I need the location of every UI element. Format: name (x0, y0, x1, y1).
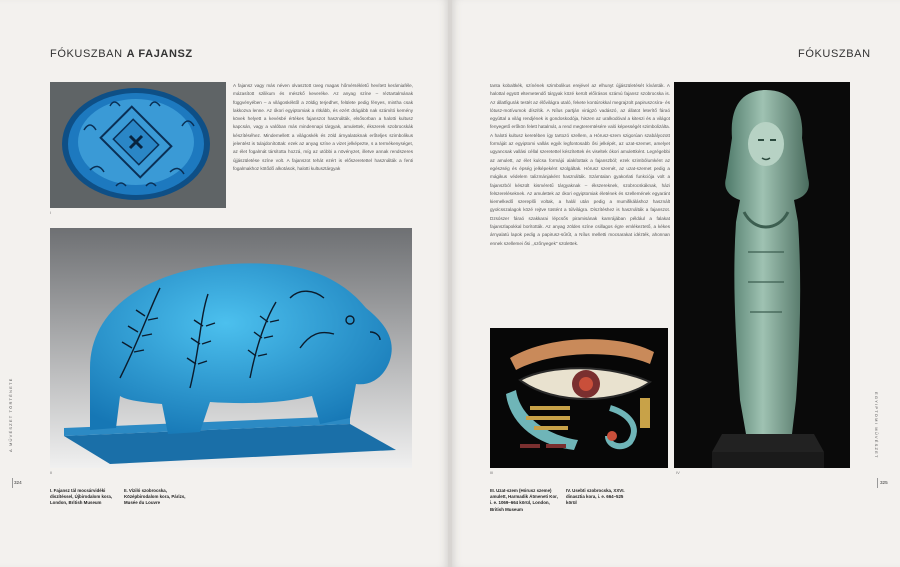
right-column-paragraph: tanta kobaltkék, színének szimbolikus erejével az elhunyt újjászületését kívánták. A halottal együtt eltemetendő tárgyak közé került előírásos számú fajansz szobrocska is. Az állatfigurák testét az élővilágra utaló, fekete kontúrokkal megrajzolt papiruszcsíra- és lótusz-motívumok díszítik. A Nílus partján virágzó vadászó, az állatot leterítő fáraó egyúttal a világ rendjének is gondoskodója, hiszen az uralkodóval a kiteszi és a világot fenyegető erőkön felett hatalmát, a rend megteremtésére való képességét szimbolizálta. A halotti kultusz keretében így tartozó szellem, a Hórusz-szem szigorúan szabályozott formáját az egyiptomi vallás egyik legfontosabb ősi jelképét, az uzat-szemet, amelyet ugyancsak vallási céllal szeretettel készítettek és viseltek ókori amulettként. Legrégebbi az amulett, az élet kulcsa formájú alakítottak a fajanszból; ezek szimbólumként az egészség és épség jelképeként szolgáltak. Hórusz szemét, az uzat-szemet pedig a mágikus védelem talizmánjaként használták. Számtalan gyakorlati funkciója volt a fajanszból készült kisméretű tárgyaknak – ékszereknek, szobrocskáknak, házi felszereléseknek. Az amulettek az ókori egyiptomiak életének és szellemének egyaránt kiemelkedő szereplői voltak, a halál után pedig a mumifikáláshoz használt gyolcsszalagok közé rejtve tüstént a túlvilágra. Díszítéshez is használták a fajanszot. Dzsószer fáraó szakkarai lépcsős piramisának kamrájában például a falakat fajanszlapokkal borították. Az anyag zöldes színe csillagos égre emlékeztető, a kékes árnyalatú lapok pedig a papirusz-sűrűt, a Nílus melletti mocsarakat idézték, ahonnan ennek szellemei ősi ,,szőnyegek" születtek. (490, 83, 670, 246)
figure-number-4: IV (676, 470, 680, 475)
caption-1: I. Fajansz tál mocsárvidéki díszítéssel, Újbirodalom kora, London, British Museum (50, 488, 112, 506)
left-page (0, 0, 448, 567)
right-spine-title: EGYIPTOMI MŰVÉSZET (874, 392, 879, 459)
caption-3: III. Uzat-szem (Hórusz szeme) amulett, Harmadik Átmeneti Kor, i. e. 1069–664 körül, London, British Museum (490, 488, 558, 512)
right-page-number: 325 (880, 480, 888, 485)
udjat-eye-amulet-photo (490, 328, 668, 468)
right-page (452, 0, 900, 567)
right-margin-rule (877, 478, 878, 488)
faience-bowl-photo (50, 82, 226, 208)
right-header: FÓKUSZBAN (798, 48, 871, 60)
figure-number-2: II (50, 470, 53, 475)
left-column-paragraph: A fajansz vagy más néven olvasztott üveg magas hőmérsékletű hevített kerámiaféle, mázasított szilikum és mészkő keveréke. Az anyag színe – réztartalmának függvényében – a világoskéktől a zöldig terjedhet, felülete pedig fényes, mintha csak lakkozva lenne. Az ókori egyiptomiak a ritkább, és ezért drágább nak számító kemény kövek helyett a kevésbé értékes fajanszot használták, elsősorban a halotti kultusz kapcsán, vagy a valóban más mindennapi tárgyak, amulettek, ékszerek szobrocskák készítéséhez. Mindemellett a világoskék és zöld árnyalatoknak erőteljes szimbolikus jelentést is tulajdonítottak: ezek az anyag színe a vizet jelképezte, s a termékenységet, az élet fogalmát társította hozzá, míg az utóbbi a növényzet, illetve annak rendszeres újjászületése színe volt. A fajanszot tehát ezért is előszeretettel használták a fenti fogalmakhoz kötődő alkotások, halotti kultusztárgyak (233, 83, 413, 171)
hippo-statuette-photo (50, 228, 412, 468)
left-margin-rule (12, 478, 13, 488)
header-label: FÓKUSZBAN (50, 48, 123, 60)
caption-2: II. Víziló szobrocska, Középbirodalom kora, Párizs, Musée du Louvre (124, 488, 186, 506)
left-spine-title: A MŰVÉSZET TÖRTÉNETE (8, 377, 13, 452)
shabti-figurine-photo (674, 82, 850, 468)
caption-4: IV. Usebti szobrocska, XXVI. dinasztia kora, i. e. 664–525 körül (566, 488, 625, 506)
figure-number-3: III (490, 470, 494, 475)
right-body-text (490, 82, 670, 328)
header-title: A FAJANSZ (126, 48, 193, 60)
figure-number-1: I (50, 210, 52, 215)
left-header (50, 48, 193, 60)
left-page-number: 324 (14, 480, 22, 485)
left-body-text (233, 82, 413, 222)
